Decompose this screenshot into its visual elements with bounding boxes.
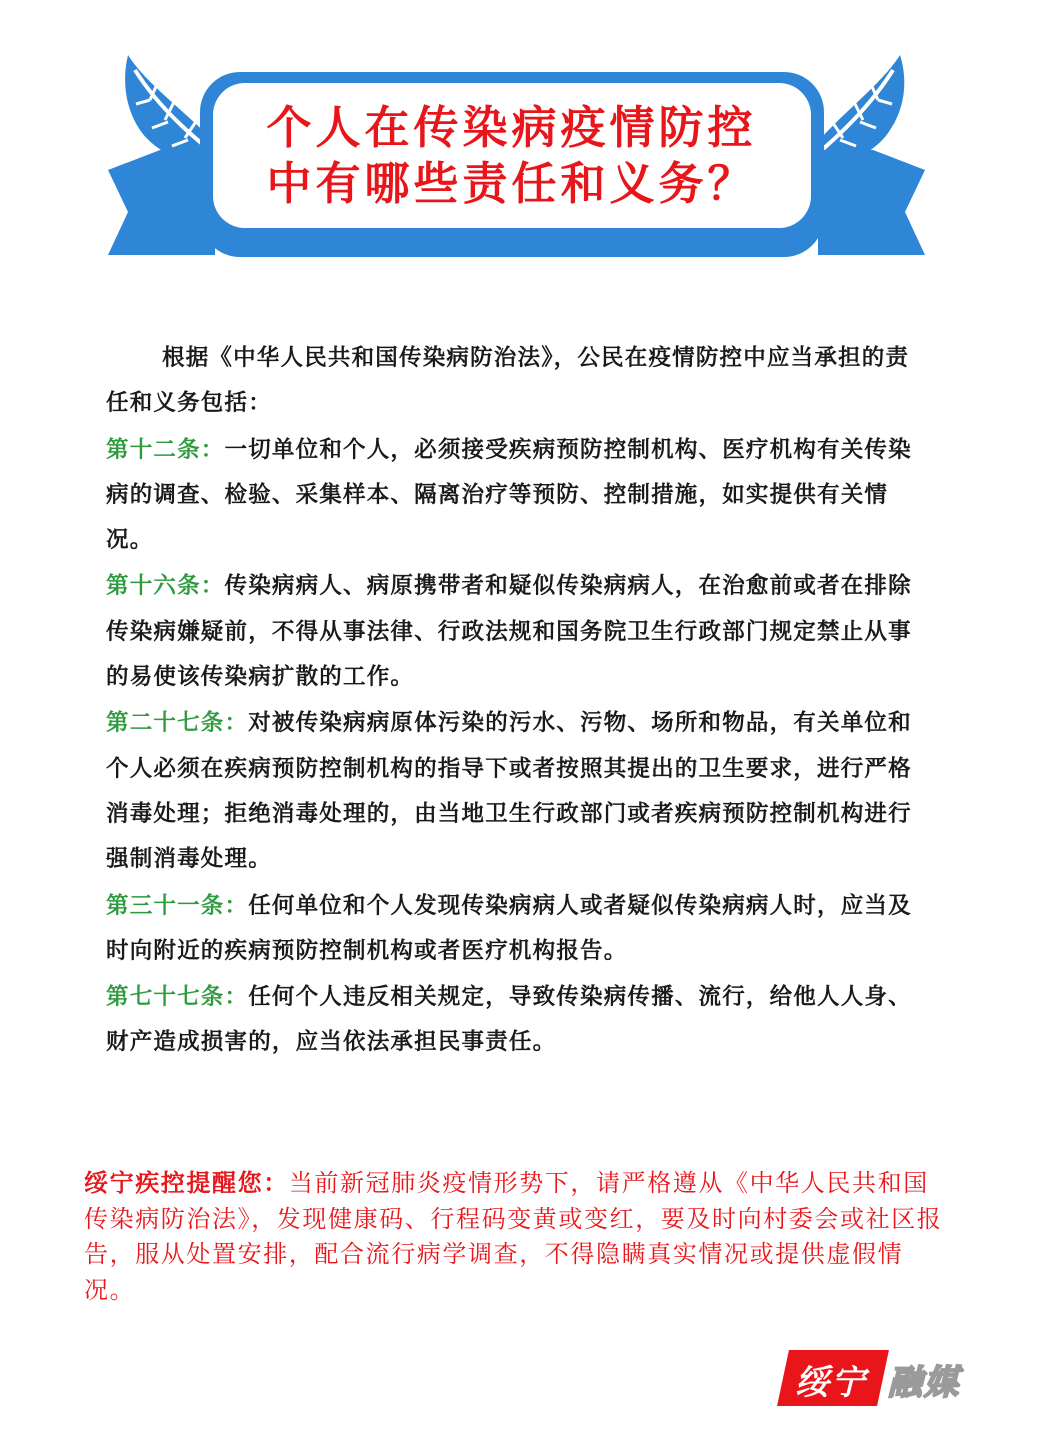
page-title-line-2: 中有哪些责任和义务？ (266, 156, 757, 210)
title-banner (0, 0, 1037, 280)
article-text: 任何单位和个人发现传染病病人或者疑似传染病病人时，应当及时向附近的疾病预防控制机构或者医疗机构报告。 (106, 892, 912, 964)
reminder-notice (84, 1166, 954, 1308)
article-label: 第二十七条： (106, 710, 249, 737)
logo-text-grey: 融媒 (888, 1363, 960, 1403)
article-paragraph (106, 564, 926, 700)
intro-paragraph: 根据《中华人民共和国传染病防治法》，公民在疫情防控中应当承担的责任和义务包括： (106, 345, 910, 417)
article-paragraph (106, 975, 926, 1066)
article-text: 对被传染病病原体污染的污水、污物、场所和物品，有关单位和个人必须在疾病预防控制机构的指导下或者按照其提出的卫生要求，进行严格消毒处理；拒绝消毒处理的，由当地卫生行政部门或者疾病预防控制机构进行强制消毒处理。 (106, 710, 912, 873)
media-logo (783, 1350, 983, 1410)
article-text: 传染病病人、病原携带者和疑似传染病病人，在治愈前或者在排除传染病嫌疑前，不得从事法律、行政法规和国务院卫生行政部门规定禁止从事的易使该传染病扩散的工作。 (106, 573, 912, 691)
article-label: 第七十七条： (106, 984, 249, 1011)
article-label: 第十六条： (106, 573, 225, 600)
article-paragraph (106, 428, 926, 564)
article-content (106, 336, 926, 1067)
article-paragraph (106, 701, 926, 882)
reminder-label: 绥宁疾控提醒您： (84, 1169, 289, 1197)
article-label: 第十二条： (106, 436, 225, 463)
article-paragraph (106, 884, 926, 975)
reminder-text: 当前新冠肺炎疫情形势下，请严格遵从《中华人民共和国传染病防治法》，发现健康码、行程码变黄或变红，要及时向村委会或社区报告，服从处置安排，配合流行病学调查，不得隐瞒真实情况或提供虚假情况。 (84, 1169, 943, 1304)
article-text: 一切单位和个人，必须接受疾病预防控制机构、医疗机构有关传染病的调查、检验、采集样本、隔离治疗等预防、控制措施，如实提供有关情况。 (106, 436, 912, 554)
article-text: 任何个人违反相关规定，导致传染病传播、流行，给他人人身、财产造成损害的，应当依法承担民事责任。 (106, 984, 912, 1056)
page-title-line-1: 个人在传染病疫情防控 (266, 100, 757, 154)
logo-text-red: 绥宁 (795, 1363, 867, 1403)
title-box (213, 83, 810, 228)
article-label: 第三十一条： (106, 892, 249, 919)
